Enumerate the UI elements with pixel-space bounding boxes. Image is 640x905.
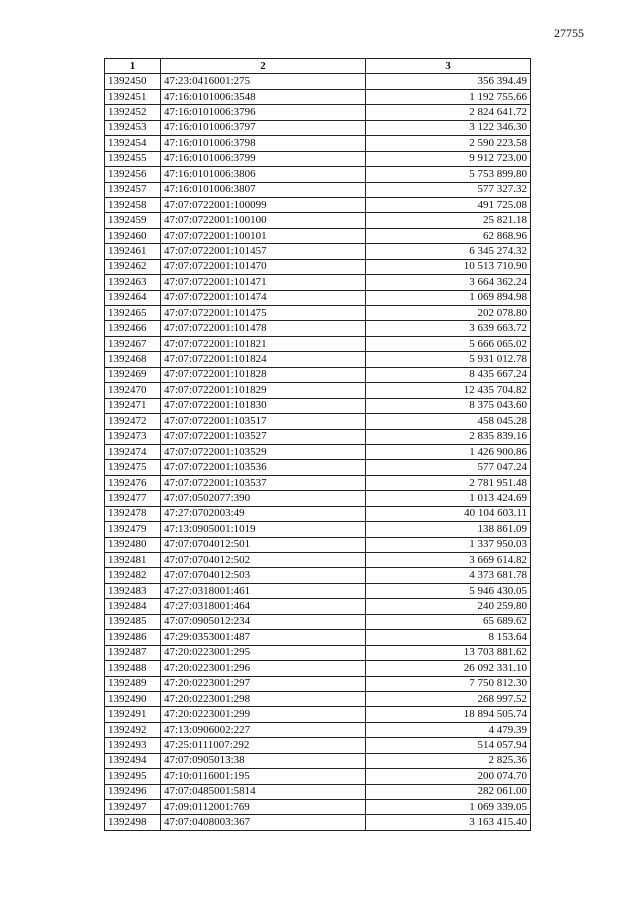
cadastral-number-cell: 47:13:0906002:227 xyxy=(161,722,366,737)
cadastral-number-cell: 47:07:0722001:101475 xyxy=(161,306,366,321)
table-row xyxy=(105,553,531,568)
value-cell: 5 753 899.80 xyxy=(366,167,531,182)
table-row xyxy=(105,275,531,290)
cadastral-number-cell: 47:13:0905001:1019 xyxy=(161,522,366,537)
cadastral-number-cell: 47:07:0704012:503 xyxy=(161,568,366,583)
value-cell: 3 122 346.30 xyxy=(366,120,531,135)
value-cell: 4 373 681.78 xyxy=(366,568,531,583)
cadastral-number-cell: 47:20:0223001:298 xyxy=(161,691,366,706)
row-number-cell: 1392488 xyxy=(105,661,161,676)
cadastral-number-cell: 47:07:0502077:390 xyxy=(161,491,366,506)
cadastral-number-cell: 47:07:0722001:100101 xyxy=(161,228,366,243)
column-header-3: 3 xyxy=(366,59,531,74)
value-cell: 8 153.64 xyxy=(366,630,531,645)
row-number-cell: 1392459 xyxy=(105,213,161,228)
value-cell: 65 689.62 xyxy=(366,614,531,629)
table-row xyxy=(105,491,531,506)
row-number-cell: 1392472 xyxy=(105,414,161,429)
value-cell: 5 666 065.02 xyxy=(366,336,531,351)
cadastral-number-cell: 47:07:0905013:38 xyxy=(161,753,366,768)
table-row xyxy=(105,568,531,583)
cadastral-number-cell: 47:07:0722001:100100 xyxy=(161,213,366,228)
value-cell: 2 781 951.48 xyxy=(366,475,531,490)
value-cell: 577 327.32 xyxy=(366,182,531,197)
cadastral-number-cell: 47:07:0722001:101830 xyxy=(161,398,366,413)
cadastral-number-cell: 47:07:0722001:101474 xyxy=(161,290,366,305)
row-number-cell: 1392491 xyxy=(105,707,161,722)
cadastral-number-cell: 47:09:0112001:769 xyxy=(161,800,366,815)
table-row xyxy=(105,306,531,321)
table-row xyxy=(105,336,531,351)
row-number-cell: 1392468 xyxy=(105,352,161,367)
table-row xyxy=(105,429,531,444)
cadastral-number-cell: 47:07:0722001:101821 xyxy=(161,336,366,351)
value-cell: 3 163 415.40 xyxy=(366,815,531,830)
table-row xyxy=(105,290,531,305)
value-cell: 10 513 710.90 xyxy=(366,259,531,274)
row-number-cell: 1392475 xyxy=(105,460,161,475)
table-body xyxy=(105,74,531,830)
table-row xyxy=(105,614,531,629)
cadastral-number-cell: 47:07:0905012:234 xyxy=(161,614,366,629)
row-number-cell: 1392474 xyxy=(105,444,161,459)
row-number-cell: 1392450 xyxy=(105,74,161,89)
cadastral-number-cell: 47:07:0722001:101829 xyxy=(161,383,366,398)
cadastral-value-table xyxy=(104,58,531,831)
table-row xyxy=(105,398,531,413)
cadastral-number-cell: 47:07:0722001:103536 xyxy=(161,460,366,475)
value-cell: 3 664 362.24 xyxy=(366,275,531,290)
table-row xyxy=(105,120,531,135)
table-row xyxy=(105,784,531,799)
row-number-cell: 1392455 xyxy=(105,151,161,166)
cadastral-number-cell: 47:27:0702003:49 xyxy=(161,506,366,521)
column-header-2: 2 xyxy=(161,59,366,74)
value-cell: 8 375 043.60 xyxy=(366,398,531,413)
column-header-1: 1 xyxy=(105,59,161,74)
cadastral-number-cell: 47:07:0485001:5814 xyxy=(161,784,366,799)
row-number-cell: 1392471 xyxy=(105,398,161,413)
table-row xyxy=(105,197,531,212)
row-number-cell: 1392463 xyxy=(105,275,161,290)
table-row xyxy=(105,460,531,475)
value-cell: 356 394.49 xyxy=(366,74,531,89)
row-number-cell: 1392473 xyxy=(105,429,161,444)
row-number-cell: 1392452 xyxy=(105,105,161,120)
row-number-cell: 1392462 xyxy=(105,259,161,274)
table-row xyxy=(105,259,531,274)
table-row xyxy=(105,522,531,537)
table-row xyxy=(105,645,531,660)
cadastral-number-cell: 47:07:0722001:103527 xyxy=(161,429,366,444)
value-cell: 3 669 614.82 xyxy=(366,553,531,568)
table-row xyxy=(105,444,531,459)
cadastral-number-cell: 47:16:0101006:3807 xyxy=(161,182,366,197)
row-number-cell: 1392489 xyxy=(105,676,161,691)
cadastral-number-cell: 47:20:0223001:299 xyxy=(161,707,366,722)
row-number-cell: 1392482 xyxy=(105,568,161,583)
value-cell: 282 061.00 xyxy=(366,784,531,799)
table-row xyxy=(105,661,531,676)
table-header-row xyxy=(105,59,531,74)
cadastral-number-cell: 47:07:0722001:103537 xyxy=(161,475,366,490)
cadastral-number-cell: 47:07:0722001:101457 xyxy=(161,244,366,259)
row-number-cell: 1392480 xyxy=(105,537,161,552)
row-number-cell: 1392451 xyxy=(105,89,161,104)
value-cell: 62 868.96 xyxy=(366,228,531,243)
cadastral-number-cell: 47:07:0408003:367 xyxy=(161,815,366,830)
value-cell: 5 946 430.05 xyxy=(366,583,531,598)
cadastral-number-cell: 47:16:0101006:3796 xyxy=(161,105,366,120)
value-cell: 2 825.36 xyxy=(366,753,531,768)
row-number-cell: 1392493 xyxy=(105,738,161,753)
value-cell: 9 912 723.00 xyxy=(366,151,531,166)
cadastral-number-cell: 47:07:0704012:501 xyxy=(161,537,366,552)
table-row xyxy=(105,244,531,259)
value-cell: 458 045.28 xyxy=(366,414,531,429)
row-number-cell: 1392460 xyxy=(105,228,161,243)
cadastral-number-cell: 47:20:0223001:297 xyxy=(161,676,366,691)
table-row xyxy=(105,182,531,197)
value-cell: 1 337 950.03 xyxy=(366,537,531,552)
table-row xyxy=(105,352,531,367)
value-cell: 577 047.24 xyxy=(366,460,531,475)
value-cell: 240 259.80 xyxy=(366,599,531,614)
table-row xyxy=(105,722,531,737)
table-row xyxy=(105,475,531,490)
value-cell: 18 894 505.74 xyxy=(366,707,531,722)
cadastral-number-cell: 47:29:0353001:487 xyxy=(161,630,366,645)
cadastral-number-cell: 47:27:0318001:461 xyxy=(161,583,366,598)
value-cell: 268 997.52 xyxy=(366,691,531,706)
cadastral-number-cell: 47:16:0101006:3799 xyxy=(161,151,366,166)
row-number-cell: 1392494 xyxy=(105,753,161,768)
cadastral-number-cell: 47:23:0416001:275 xyxy=(161,74,366,89)
row-number-cell: 1392486 xyxy=(105,630,161,645)
row-number-cell: 1392465 xyxy=(105,306,161,321)
row-number-cell: 1392454 xyxy=(105,136,161,151)
row-number-cell: 1392461 xyxy=(105,244,161,259)
row-number-cell: 1392485 xyxy=(105,614,161,629)
value-cell: 13 703 881.62 xyxy=(366,645,531,660)
value-cell: 6 345 274.32 xyxy=(366,244,531,259)
value-cell: 202 078.80 xyxy=(366,306,531,321)
table-row xyxy=(105,321,531,336)
value-cell: 514 057.94 xyxy=(366,738,531,753)
value-cell: 1 013 424.69 xyxy=(366,491,531,506)
table-row xyxy=(105,738,531,753)
cadastral-number-cell: 47:07:0722001:103529 xyxy=(161,444,366,459)
table-row xyxy=(105,167,531,182)
cadastral-number-cell: 47:07:0722001:101471 xyxy=(161,275,366,290)
value-cell: 200 074.70 xyxy=(366,769,531,784)
value-cell: 1 426 900.86 xyxy=(366,444,531,459)
row-number-cell: 1392495 xyxy=(105,769,161,784)
table-row xyxy=(105,74,531,89)
table-row xyxy=(105,815,531,830)
page-number: 27755 xyxy=(554,26,584,40)
cadastral-number-cell: 47:07:0722001:101824 xyxy=(161,352,366,367)
cadastral-number-cell: 47:16:0101006:3798 xyxy=(161,136,366,151)
value-cell: 2 835 839.16 xyxy=(366,429,531,444)
cadastral-number-cell: 47:16:0101006:3548 xyxy=(161,89,366,104)
value-cell: 5 931 012.78 xyxy=(366,352,531,367)
table-row xyxy=(105,151,531,166)
row-number-cell: 1392464 xyxy=(105,290,161,305)
value-cell: 3 639 663.72 xyxy=(366,321,531,336)
value-cell: 1 069 339.05 xyxy=(366,800,531,815)
value-cell: 40 104 603.11 xyxy=(366,506,531,521)
table-row xyxy=(105,136,531,151)
cadastral-number-cell: 47:07:0722001:101828 xyxy=(161,367,366,382)
cadastral-number-cell: 47:20:0223001:296 xyxy=(161,661,366,676)
row-number-cell: 1392496 xyxy=(105,784,161,799)
value-cell: 12 435 704.82 xyxy=(366,383,531,398)
table-row xyxy=(105,414,531,429)
value-cell: 2 590 223.58 xyxy=(366,136,531,151)
cadastral-number-cell: 47:07:0704012:502 xyxy=(161,553,366,568)
row-number-cell: 1392481 xyxy=(105,553,161,568)
table-row xyxy=(105,630,531,645)
table-row xyxy=(105,105,531,120)
row-number-cell: 1392453 xyxy=(105,120,161,135)
table-row xyxy=(105,213,531,228)
cadastral-number-cell: 47:10:0116001:195 xyxy=(161,769,366,784)
table-row xyxy=(105,583,531,598)
table-row xyxy=(105,537,531,552)
row-number-cell: 1392492 xyxy=(105,722,161,737)
table-row xyxy=(105,367,531,382)
cadastral-number-cell: 47:07:0722001:101470 xyxy=(161,259,366,274)
table-row xyxy=(105,691,531,706)
table-row xyxy=(105,506,531,521)
table-row xyxy=(105,599,531,614)
row-number-cell: 1392498 xyxy=(105,815,161,830)
table-row xyxy=(105,800,531,815)
row-number-cell: 1392490 xyxy=(105,691,161,706)
value-cell: 26 092 331.10 xyxy=(366,661,531,676)
row-number-cell: 1392457 xyxy=(105,182,161,197)
row-number-cell: 1392456 xyxy=(105,167,161,182)
value-cell: 7 750 812.30 xyxy=(366,676,531,691)
value-cell: 1 069 894.98 xyxy=(366,290,531,305)
row-number-cell: 1392479 xyxy=(105,522,161,537)
cadastral-number-cell: 47:07:0722001:103517 xyxy=(161,414,366,429)
value-cell: 1 192 755.66 xyxy=(366,89,531,104)
table-row xyxy=(105,228,531,243)
value-cell: 2 824 641.72 xyxy=(366,105,531,120)
value-cell: 491 725.08 xyxy=(366,197,531,212)
row-number-cell: 1392466 xyxy=(105,321,161,336)
value-cell: 25 821.18 xyxy=(366,213,531,228)
row-number-cell: 1392487 xyxy=(105,645,161,660)
row-number-cell: 1392476 xyxy=(105,475,161,490)
row-number-cell: 1392478 xyxy=(105,506,161,521)
cadastral-number-cell: 47:25:0111007:292 xyxy=(161,738,366,753)
value-cell: 8 435 667.24 xyxy=(366,367,531,382)
row-number-cell: 1392484 xyxy=(105,599,161,614)
row-number-cell: 1392483 xyxy=(105,583,161,598)
cadastral-number-cell: 47:16:0101006:3797 xyxy=(161,120,366,135)
value-cell: 4 479.39 xyxy=(366,722,531,737)
cadastral-number-cell: 47:07:0722001:100099 xyxy=(161,197,366,212)
row-number-cell: 1392470 xyxy=(105,383,161,398)
row-number-cell: 1392469 xyxy=(105,367,161,382)
cadastral-number-cell: 47:16:0101006:3806 xyxy=(161,167,366,182)
table-row xyxy=(105,769,531,784)
cadastral-number-cell: 47:20:0223001:295 xyxy=(161,645,366,660)
table-row xyxy=(105,676,531,691)
cadastral-number-cell: 47:07:0722001:101478 xyxy=(161,321,366,336)
table-row xyxy=(105,89,531,104)
table-row xyxy=(105,753,531,768)
table-row xyxy=(105,383,531,398)
row-number-cell: 1392477 xyxy=(105,491,161,506)
row-number-cell: 1392467 xyxy=(105,336,161,351)
row-number-cell: 1392458 xyxy=(105,197,161,212)
cadastral-number-cell: 47:27:0318001:464 xyxy=(161,599,366,614)
table-row xyxy=(105,707,531,722)
row-number-cell: 1392497 xyxy=(105,800,161,815)
value-cell: 138 861.09 xyxy=(366,522,531,537)
